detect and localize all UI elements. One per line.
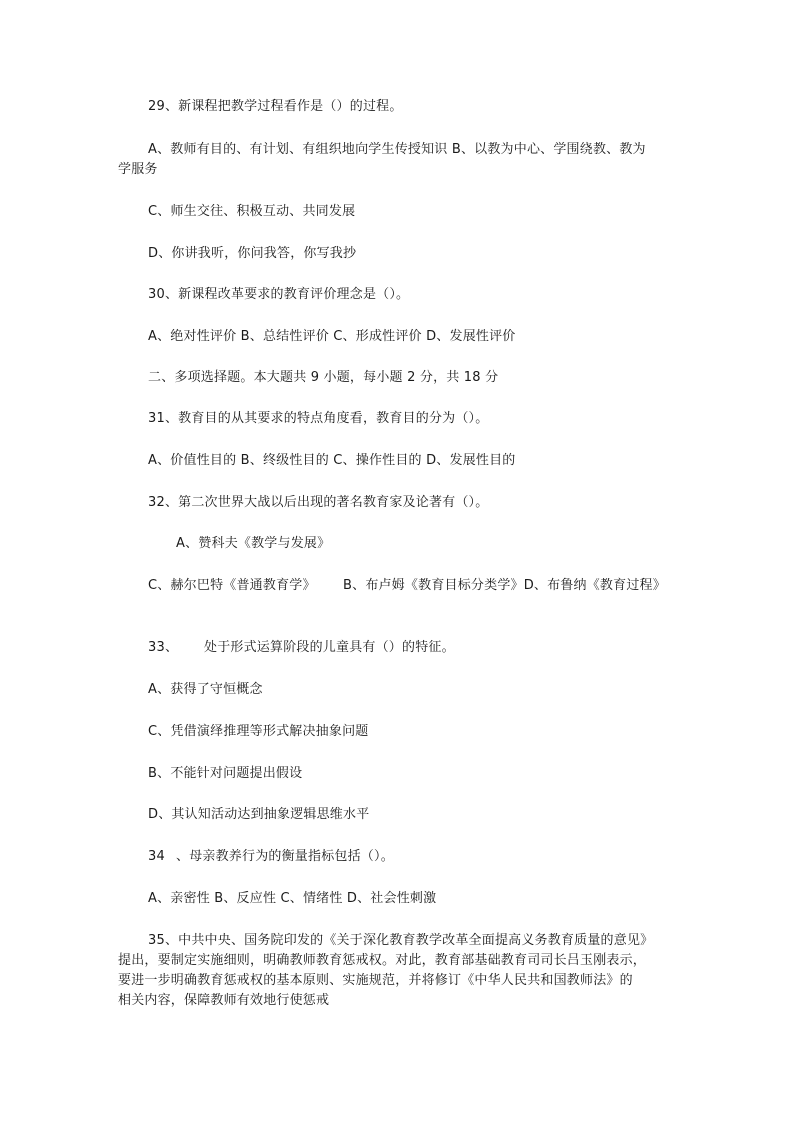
q29-option-a-b-line1: A、教师有目的、有计划、有组织地向学生传授知识 B、以教为中心、学围绕教、教为 — [148, 142, 646, 157]
q34-options: A、亲密性 B、反应性 C、情绪性 D、社会性刺激 — [148, 891, 437, 906]
q35-line4: 相关内容，保障教师有效地行使惩戒 — [118, 993, 330, 1008]
q35-line1: 35、中共中央、国务院印发的《关于深化教育教学改革全面提高义务教育质量的意见》 — [148, 933, 654, 948]
q33-option-d: D、其认知活动达到抽象逻辑思维水平 — [148, 807, 370, 822]
q31-stem: 31、教育目的从其要求的特点角度看，教育目的分为（）。 — [148, 411, 489, 426]
q30-options: A、绝对性评价 B、总结性评价 C、形成性评价 D、发展性评价 — [148, 329, 516, 344]
q33-option-c: C、凭借演绎推理等形式解决抽象问题 — [148, 724, 369, 739]
q35-line3: 要进一步明确教育惩戒权的基本原则、实施规范，并将修订《中华人民共和国教师法》的 — [118, 973, 633, 988]
q29-stem: 29、新课程把教学过程看作是（）的过程。 — [148, 99, 403, 114]
q33-option-a: A、获得了守恒概念 — [148, 682, 263, 697]
q35-line2: 提出，要制定实施细则，明确教师教育惩戒权。对此，教育部基础教育司司长吕玉刚表示， — [118, 953, 647, 968]
q32-stem: 32、第二次世界大战以后出现的著名教育家及论著有（）。 — [148, 495, 489, 510]
q29-option-d: D、你讲我听，你问我答，你写我抄 — [148, 246, 357, 261]
q33-option-b: B、不能针对问题提出假设 — [148, 766, 303, 781]
q31-options: A、价值性目的 B、终级性目的 C、操作性目的 D、发展性目的 — [148, 453, 516, 468]
q33-stem: 处于形式运算阶段的儿童具有（）的特征。 — [204, 640, 455, 655]
q32-option-b-d: B、布卢姆《教育目标分类学》D、布鲁纳《教育过程》 — [343, 578, 666, 593]
q29-option-c: C、师生交往、积极互动、共同发展 — [148, 204, 356, 219]
q34-stem: 、母亲教养行为的衡量指标包括（）。 — [176, 849, 394, 864]
q34-number: 34 — [148, 849, 165, 864]
section-heading-multiple-choice: 二、多项选择题。本大题共 9 小题，每小题 2 分，共 18 分 — [148, 370, 499, 385]
q33-number: 33、 — [148, 640, 179, 655]
q32-option-c: C、赫尔巴特《普通教育学》 — [148, 578, 316, 593]
q29-option-a-b-line2: 学服务 — [118, 162, 158, 177]
q30-stem: 30、新课程改革要求的教育评价理念是（）。 — [148, 287, 410, 302]
q32-option-a: A、赞科夫《教学与发展》 — [176, 536, 331, 551]
